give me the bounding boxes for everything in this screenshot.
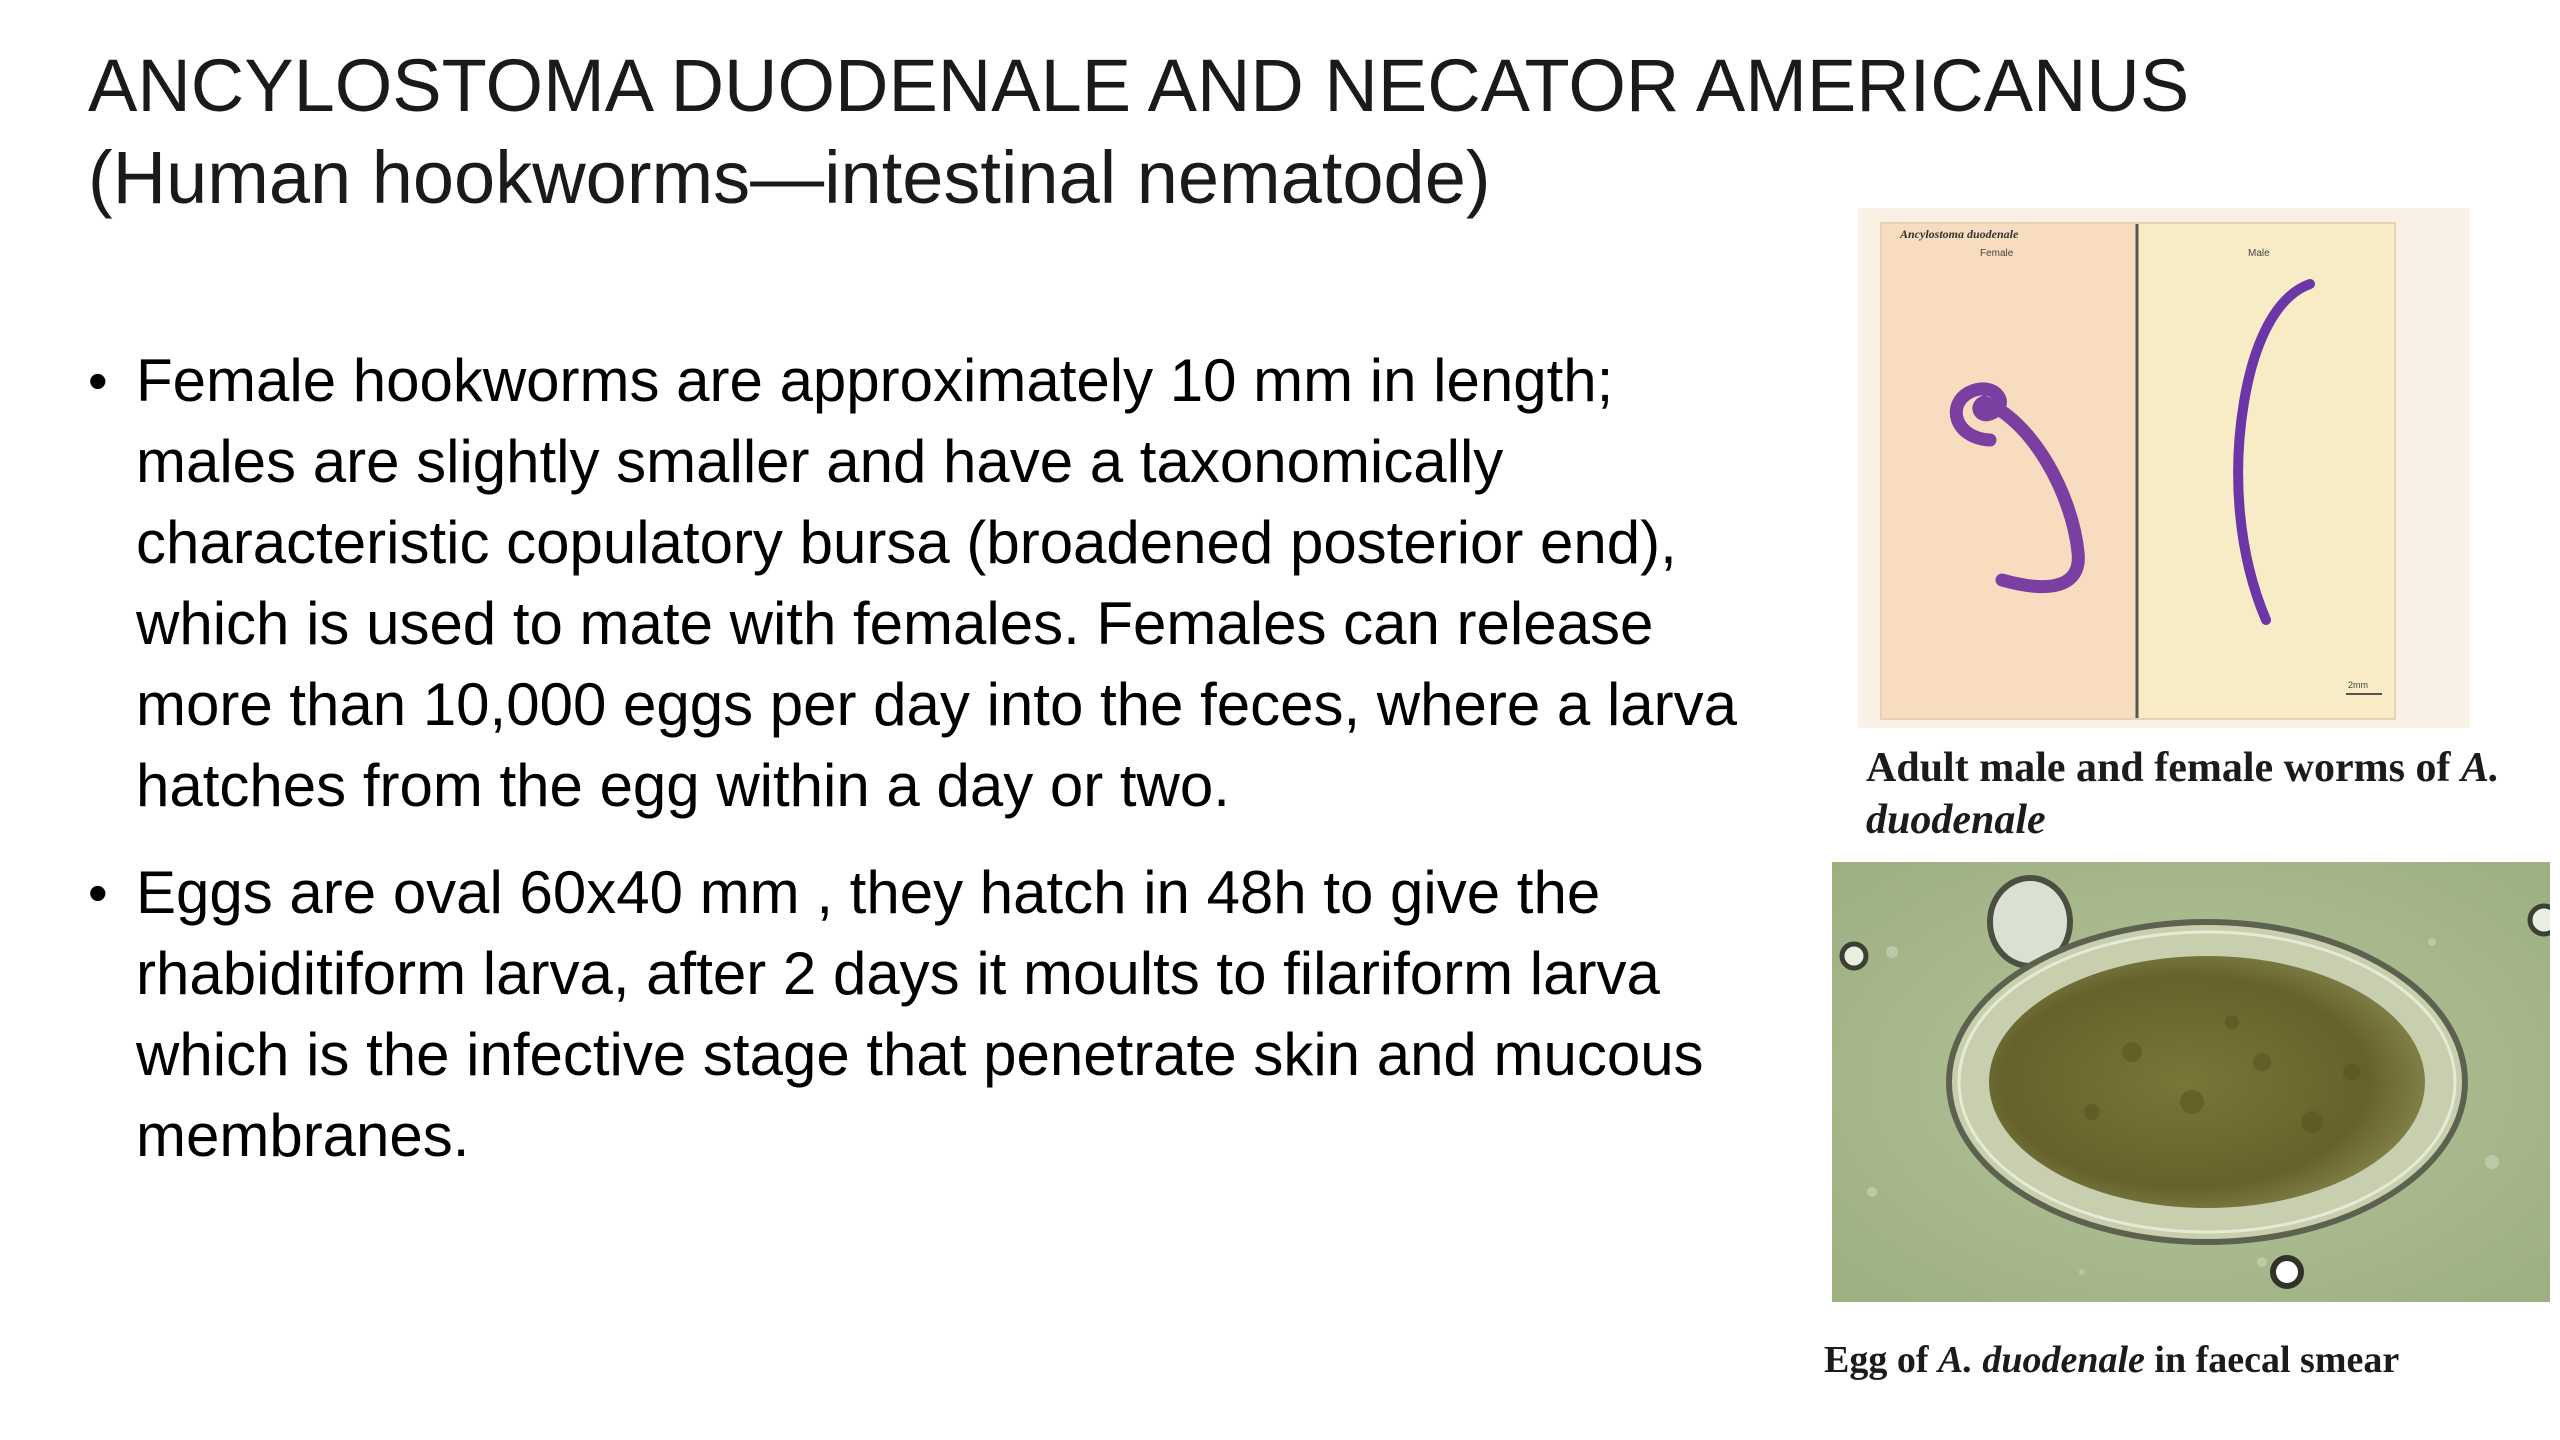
adult-worms-drawing xyxy=(1882,224,2394,718)
egg-micrograph xyxy=(1832,862,2550,1302)
caption-text: in faecal smear xyxy=(2144,1339,2400,1381)
male-label: Male xyxy=(2248,248,2270,259)
bullet-item xyxy=(88,852,1788,1176)
bullet-list xyxy=(88,340,1788,1202)
caption-species: A. duodenale xyxy=(1938,1339,2145,1381)
adult-worms-caption xyxy=(1866,742,2506,846)
bullet-item xyxy=(88,340,1788,826)
caption-text: Egg of xyxy=(1824,1339,1938,1381)
air-bubble xyxy=(2530,906,2550,934)
adult-worms-figure xyxy=(1858,208,2470,728)
bullet-text: Eggs are oval 60x40 mm , they hatch in 48h to give the rhabiditiform larva, after 2 days it moults to filariform larva which is the infective stage that penetrate skin and mucous membranes. xyxy=(136,859,1704,1169)
egg-caption xyxy=(1824,1336,2560,1384)
female-label: Female xyxy=(1980,248,2014,259)
image-species-label: Ancylostoma duodenale xyxy=(1900,227,2019,241)
slide-title: ANCYLOSTOMA DUODENALE AND NECATOR AMERICANUS (Human hookworms—intestinal nematode) xyxy=(88,44,2190,219)
scale-label: 2mm xyxy=(2348,680,2368,690)
female-panel-background xyxy=(1882,224,2137,718)
adult-worms-image xyxy=(1880,222,2396,720)
bullet-marker: • xyxy=(88,861,108,924)
caption-species: A. duodenale xyxy=(1866,745,2500,843)
air-bubble xyxy=(2273,1258,2301,1286)
egg-micrograph-drawing xyxy=(1832,862,2550,1302)
air-bubble xyxy=(1842,944,1866,968)
bullet-text: Female hookworms are approximately 10 mm in length; males are slightly smaller and have a taxonomically characteristic copulatory bursa (broadened posterior end), which is used to mate with females. Females can release more than 10,000 eggs per day into the feces, where a larva hatches from the egg within a day or two. xyxy=(136,347,1737,819)
bullet-marker: • xyxy=(88,349,108,412)
caption-text: Adult male and female worms of xyxy=(1866,745,2461,791)
egg-contents xyxy=(1989,956,2425,1208)
male-panel-background xyxy=(2137,224,2394,718)
